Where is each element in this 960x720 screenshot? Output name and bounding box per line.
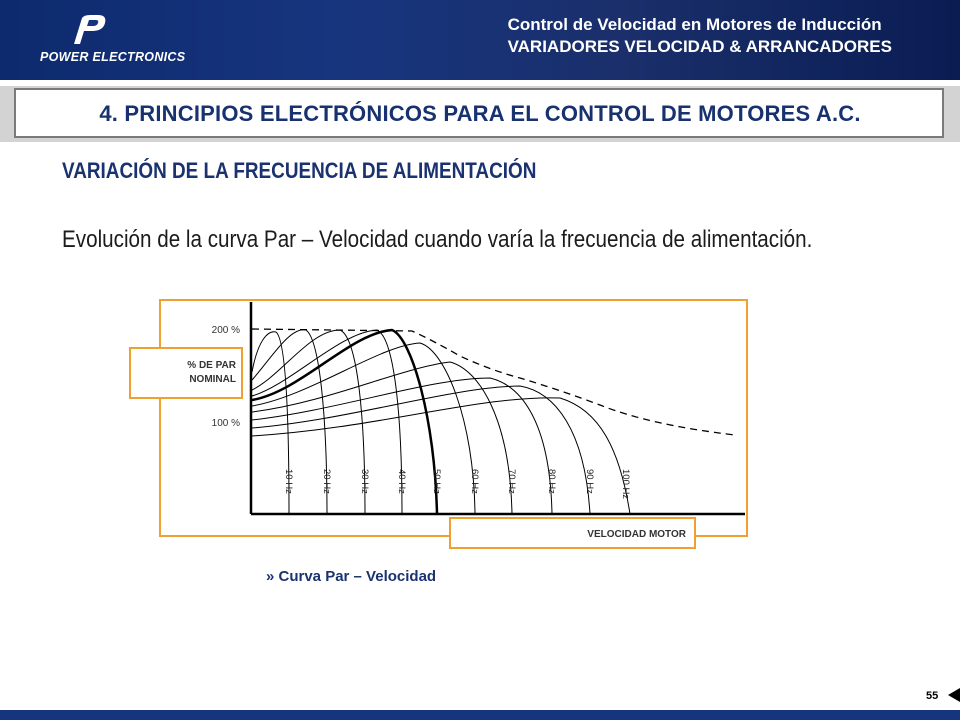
slide-subtitle: VARIACIÓN DE LA FRECUENCIA DE ALIMENTACIÓN bbox=[62, 158, 537, 183]
section-title: 4. PRINCIPIOS ELECTRÓNICOS PARA EL CONTROL DE MOTORES A.C. bbox=[99, 101, 861, 126]
freq-label-40hz: 40 Hz bbox=[396, 469, 407, 494]
freq-label-60hz: 60 Hz bbox=[469, 469, 480, 494]
page-number: 55 bbox=[926, 690, 939, 702]
slide-body-text: Evolución de la curva Par – Velocidad cuando varía la frecuencia de alimentación. bbox=[62, 226, 813, 253]
freq-label-70hz: 70 Hz bbox=[506, 469, 517, 494]
xlabel: VELOCIDAD MOTOR bbox=[587, 529, 686, 540]
freq-label-10hz: 10 Hz bbox=[283, 469, 294, 494]
curve-30hz bbox=[252, 330, 365, 514]
curve-90hz bbox=[252, 386, 590, 514]
header-title-line1: Control de Velocidad en Motores de Inducción bbox=[507, 15, 882, 34]
ytick-200: 200 % bbox=[211, 325, 240, 336]
header-title-line2: VARIADORES VELOCIDAD & ARRANCADORES bbox=[507, 37, 892, 56]
diagram-frame bbox=[160, 300, 747, 536]
ylabel-line1: % DE PAR bbox=[187, 360, 236, 371]
freq-label-80hz: 80 Hz bbox=[546, 469, 557, 494]
freq-label-100hz: 100 Hz bbox=[620, 469, 631, 500]
curve-100hz bbox=[252, 398, 630, 514]
footer-bar bbox=[0, 710, 960, 720]
ylabel-line2: NOMINAL bbox=[189, 374, 236, 385]
ytick-100: 100 % bbox=[211, 418, 240, 429]
freq-label-90hz: 90 Hz bbox=[584, 469, 595, 494]
curve-50hz-highlight bbox=[252, 330, 437, 514]
diagram-caption: » Curva Par – Velocidad bbox=[266, 568, 437, 585]
brand-name: POWER ELECTRONICS bbox=[40, 50, 186, 64]
freq-label-50hz: 50 Hz bbox=[431, 469, 442, 494]
freq-label-20hz: 20 Hz bbox=[321, 469, 332, 494]
ylabel-box bbox=[130, 348, 242, 398]
freq-label-30hz: 30 Hz bbox=[359, 469, 370, 494]
previous-page-arrow-icon[interactable] bbox=[948, 688, 960, 702]
